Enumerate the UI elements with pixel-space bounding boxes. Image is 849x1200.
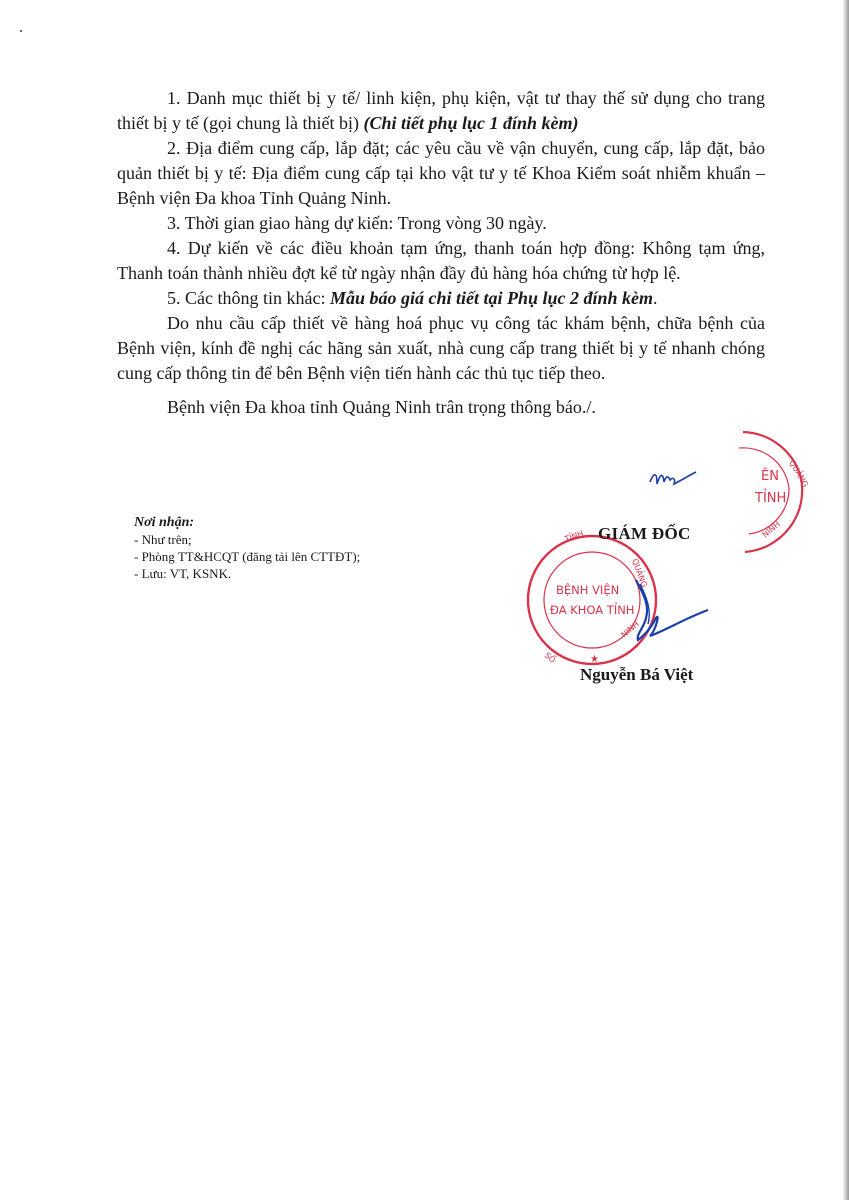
signatory-title: GIÁM ĐỐC: [598, 524, 691, 543]
handwritten-signature: [616, 574, 716, 654]
item-5-emphasis: Mẫu báo giá chi tiết tại Phụ lục 2 đính kèm: [329, 288, 654, 308]
svg-text:QUẢNG: QUẢNG: [787, 458, 810, 489]
item-5: 5. Các thông tin khác: Mẫu báo giá chi tiết tại Phụ lục 2 đính kèm.: [167, 288, 658, 308]
svg-text:NINH: NINH: [619, 619, 641, 640]
svg-text:SỐ: SỐ: [542, 650, 558, 665]
svg-text:ÊN: ÊN: [761, 469, 779, 484]
recipient-line: - Như trên;: [134, 532, 192, 547]
item-3: 3. Thời gian giao hàng dự kiến: Trong vòng 30 ngày.: [167, 213, 547, 233]
signer-name: Nguyễn Bá Việt: [580, 665, 694, 684]
signature-block: [520, 520, 770, 700]
scan-dot: [20, 30, 22, 32]
svg-text:★: ★: [590, 654, 599, 665]
request-paragraph: Do nhu cầu cấp thiết về hàng hoá phục vụ công tác khám bệnh, chữa bệnh của Bệnh viện, kính đề nghị các hãng sản xuất, nhà cung cấp trang thiết bị y tế nhanh chóng cung cấp thông tin để bên Bệnh viện tiến hành các thủ tục tiếp theo.: [117, 313, 765, 383]
document-body: [117, 86, 765, 420]
recipients-block: [134, 514, 454, 582]
initials-signature: [648, 466, 698, 492]
item-1: 1. Danh mục thiết bị y tế/ linh kiện, phụ kiện, vật tư thay thế sử dụng cho trang thiết bị y tế (gọi chung là thiết bị) (Chi tiết phụ lục 1 đính kèm): [117, 88, 765, 133]
svg-text:QUẢNG: QUẢNG: [630, 557, 649, 589]
recipient-line: - Lưu: VT, KSNK.: [134, 566, 232, 581]
svg-text:TỈNH: TỈNH: [563, 528, 585, 544]
closing-line: Bệnh viện Đa khoa tỉnh Quảng Ninh trân trọng thông báo./.: [167, 397, 596, 417]
seal-line-2: ĐA KHOA TỈNH: [550, 603, 635, 617]
page-edge: [843, 0, 849, 1200]
item-1-emphasis: (Chi tiết phụ lục 1 đính kèm): [363, 113, 579, 133]
seal-line-1: BỆNH VIỆN: [556, 583, 620, 597]
recipient-line: - Phòng TT&HCQT (đăng tải lên CTTĐT);: [134, 549, 361, 564]
item-4: 4. Dự kiến về các điều khoản tạm ứng, thanh toán hợp đồng: Không tạm ứng, Thanh toán thành nhiều đợt kể từ ngày nhận đầy đủ hàng hóa chứng từ hợp lệ.: [117, 238, 765, 283]
svg-text:NINH: NINH: [760, 519, 782, 540]
svg-text:TỈNH: TỈNH: [755, 491, 787, 506]
recipients-title: Nơi nhận:: [134, 515, 195, 530]
item-2: 2. Địa điểm cung cấp, lắp đặt; các yêu cầu về vận chuyển, cung cấp, lắp đặt, bảo quản thiết bị y tế: Địa điểm cung cấp tại kho vật tư y tế Khoa Kiểm soát nhiễm khuẩn – Bệnh viện Đa khoa Tỉnh Quảng Ninh.: [117, 138, 765, 208]
